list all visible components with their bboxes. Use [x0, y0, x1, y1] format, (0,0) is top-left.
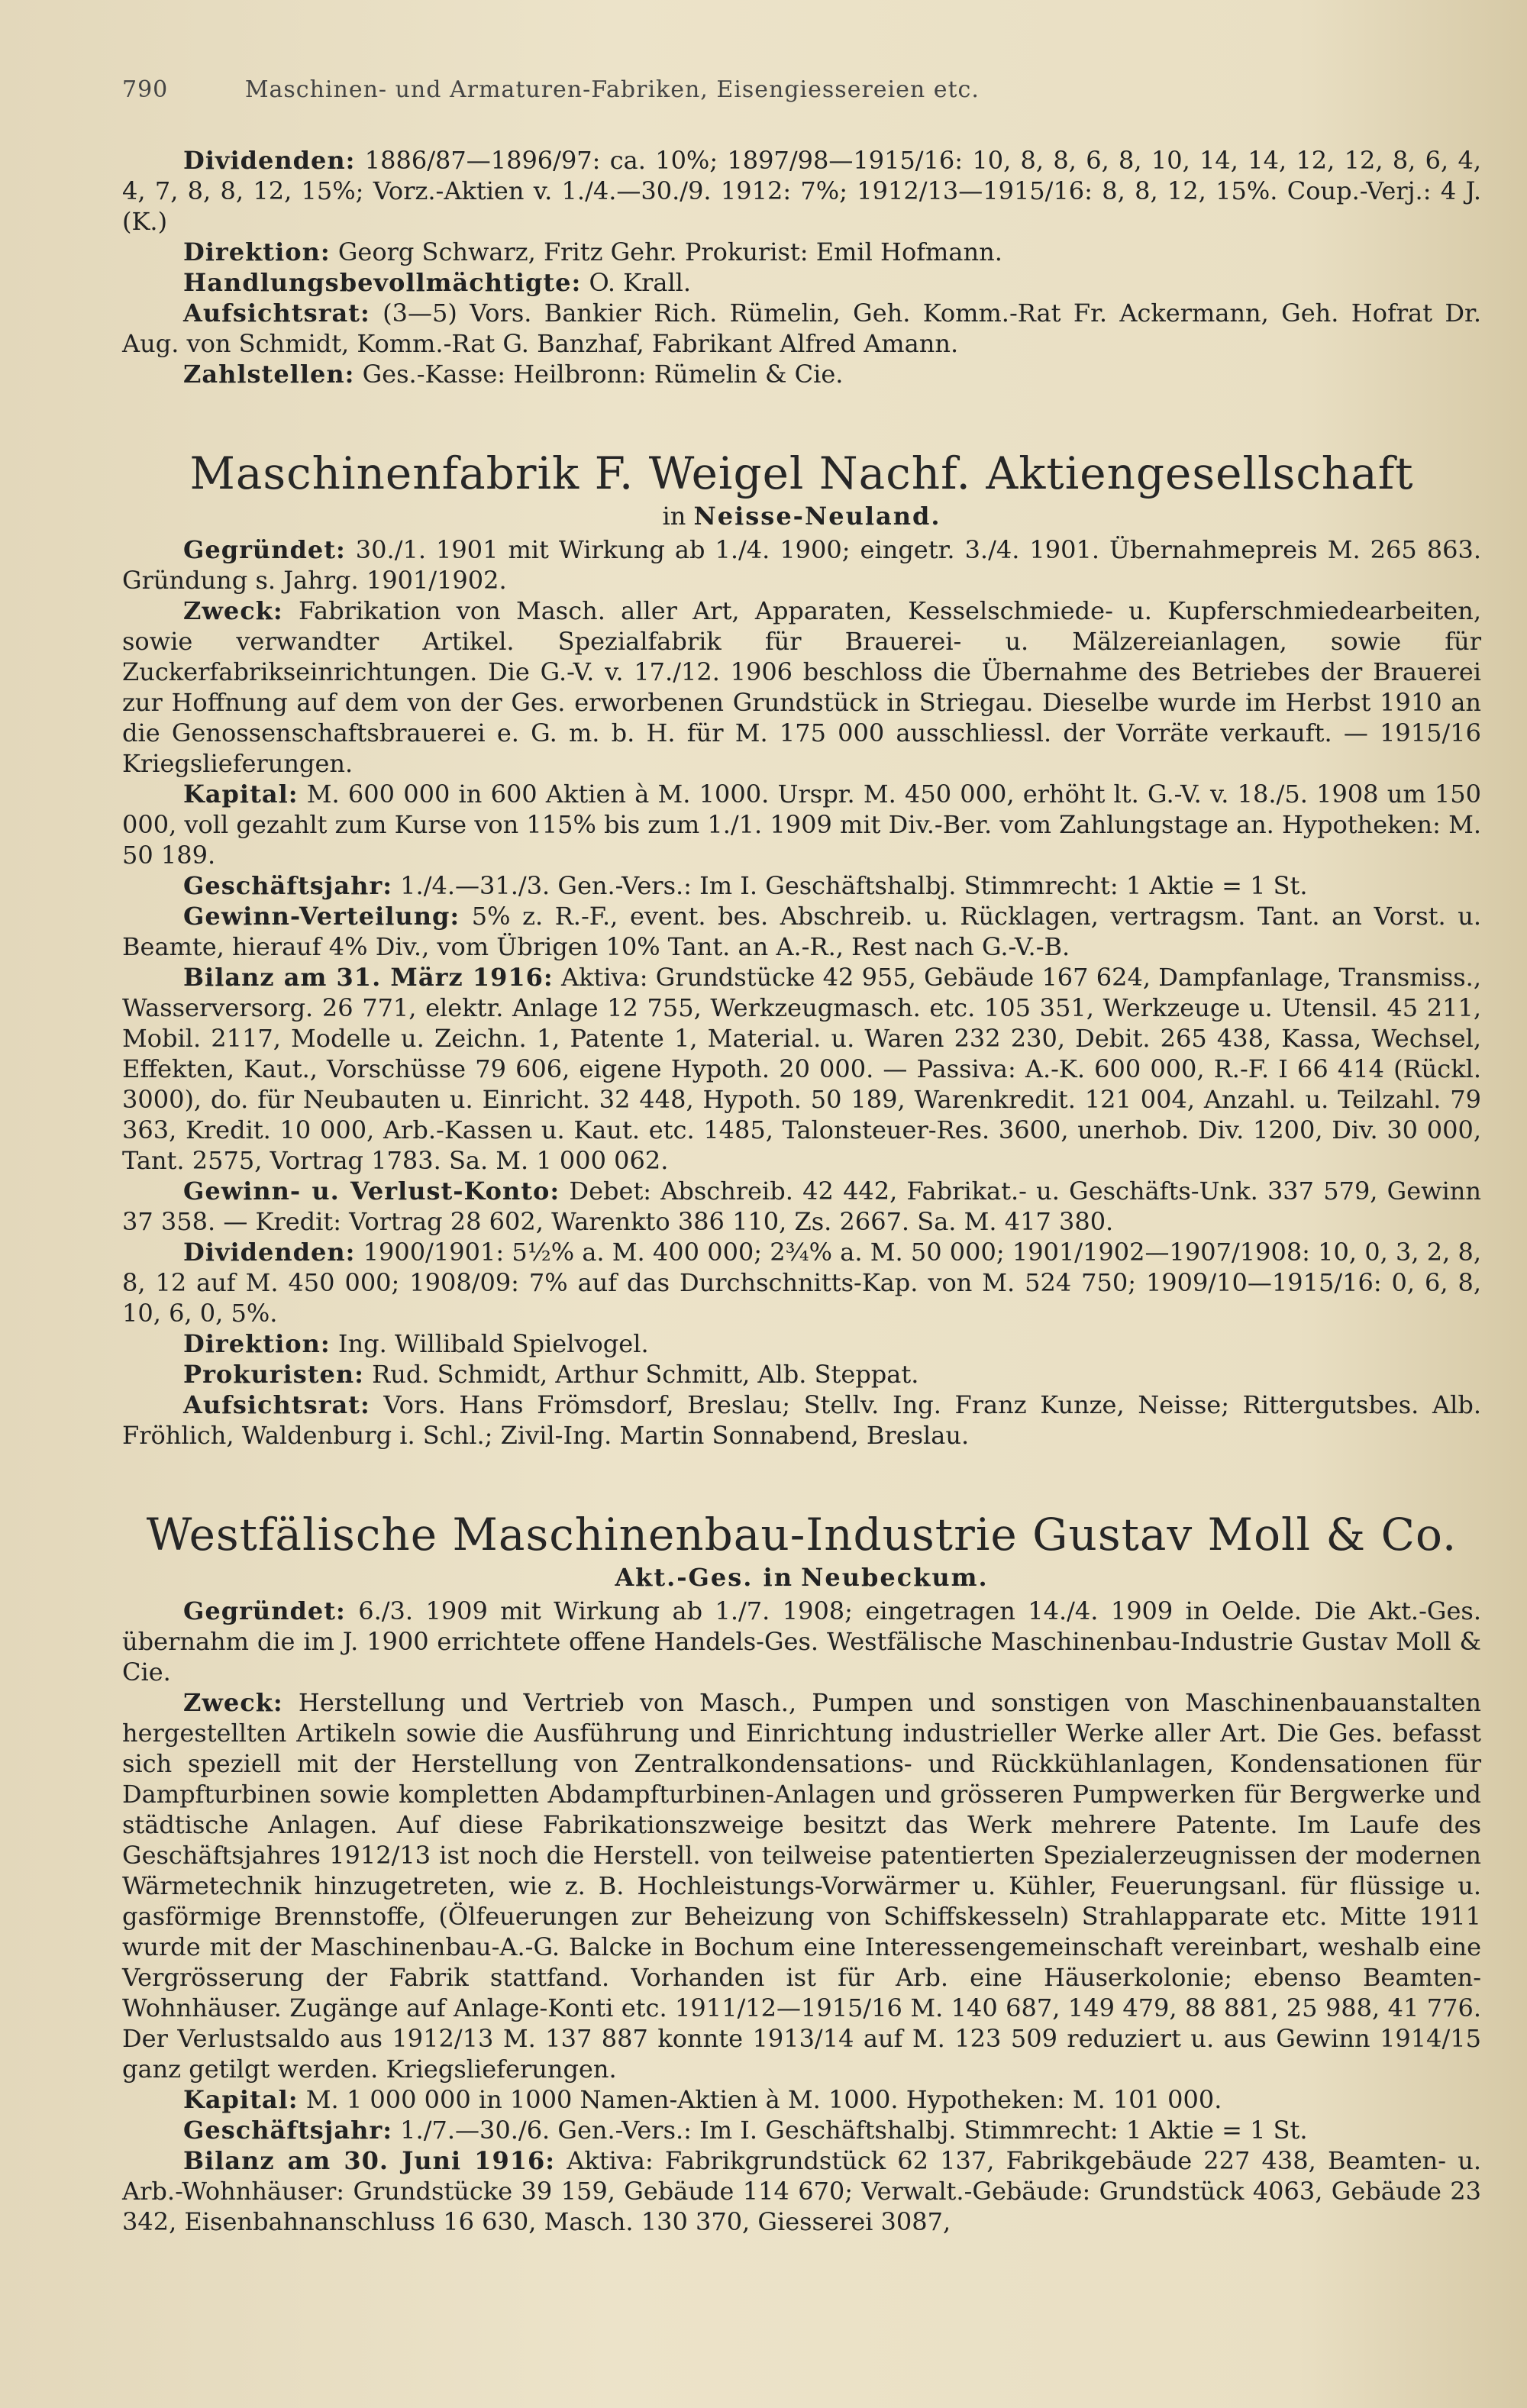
entry-field: Dividenden: 1900/1901: 5½% a. M. 400 000; 2¾% a. M. 50 000; 1901/1902—1907/1908: 10, 0, 3, 2, 8, 8, 12 auf M. 450 000; 1908/09: 7% auf das Durchschnitts-Kap. von M. 524 750; 1909/10—1915/16: 0, 6, 8, 10, 6, 0, 5%.	[122, 1238, 1482, 1328]
entry-field: Gegründet: 30./1. 1901 mit Wirkung ab 1./4. 1900; eingetr. 3./4. 1901. Übernahmepreis M. 265 863. Gründung s. Jahrg. 1901/1902.	[122, 535, 1482, 595]
company-entry	[122, 1507, 1481, 2237]
entry-field: Dividenden: 1886/87—1896/97: ca. 10%; 1897/98—1915/16: 10, 8, 8, 6, 8, 10, 14, 14, 12, 12, 8, 6, 4, 4, 7, 8, 8, 12, 15%; Vorz.-Aktien v. 1./4.—30./9. 1912: 7%; 1912/13—1915/16: 8, 8, 12, 15%. Coup.-Verj.: 4 J. (K.)	[122, 146, 1482, 236]
company-location: Akt.-Ges. in Neubeckum.	[615, 1563, 989, 1592]
entry-field: Gewinn-Verteilung: 5% z. R.-F., event. bes. Abschreib. u. Rücklagen, vertragsm. Tant. an Vorst. u. Beamte, hierauf 4% Div., vom Übrigen 10% Tant. an A.-R., Rest nach G.-V.-B.	[122, 902, 1482, 961]
entry-field: Direktion: Georg Schwarz, Fritz Gehr. Prokurist: Emil Hofmann.	[183, 237, 1002, 266]
company-entry	[122, 446, 1481, 1451]
entry-field: Zweck: Herstellung und Vertrieb von Masch., Pumpen und sonstigen von Maschinenbauanstalten hergestellten Artikeln sowie die Ausführung und Einrichtung industrieller Werke aller Art. Die Ges. befasst sich speziell mit der Herstellung von Zentralkondensations- und Rückkühlanlagen, Kondensationen für Dampfturbinen sowie kompletten Abdampfturbinen-Anlagen und grösseren Pumpwerken für Bergwerke und städtische Anlagen. Auf diese Fabrikationszweige besitzt das Werk mehrere Patente. Im Laufe des Geschäftsjahres 1912/13 ist noch die Herstell. von teilweise patentierten Spezialerzeugnissen der modernen Wärmetechnik hinzugetreten, wie z. B. Hochleistungs-Vorwärmer u. Kühler, Feuerungsanl. für flüssige u. gasförmige Brennstoffe, (Ölfeuerungen zur Beheizung von Schiffskesseln) Strahlapparate etc. Mitte 1911 wurde mit der Maschinenbau-A.-G. Balcke in Bochum eine Interessengemeinschaft vereinbart, weshalb eine Vergrösserung der Fabrik stattfand. Vorhanden ist für Arb. eine Häuserkolonie; ebenso Beamten-Wohnhäuser. Zugänge auf Anlage-Konti etc. 1911/12—1915/16 M. 140 687, 149 479, 88 881, 25 988, 41 776. Der Verlustsaldo aus 1912/13 M. 137 887 konnte 1913/14 auf M. 123 509 reduziert u. aus Gewinn 1914/15 ganz getilgt werden. Kriegslieferungen.	[122, 1688, 1482, 2084]
entry-field: Handlungsbevollmächtigte: O. Krall.	[183, 268, 692, 297]
entry-field: Bilanz am 31. März 1916: Aktiva: Grundstücke 42 955, Gebäude 167 624, Dampfanlage, Transmiss., Wasserversorg. 26 771, elektr. Anlage 12 755, Werkzeugmasch. etc. 105 351, Werkzeuge u. Utensil. 45 211, Mobil. 2117, Modelle u. Zeichn. 1, Patente 1, Material. u. Waren 232 230, Debit. 265 438, Kassa, Wechsel, Effekten, Kaut., Vorschüsse 79 606, eigene Hypoth. 20 000. — Passiva: A.-K. 600 000, R.-F. I 66 414 (Rückl. 3000), do. für Neubauten u. Einricht. 32 448, Hypoth. 50 189, Warenkredit. 121 004, Anzahl. u. Teilzahl. 79 363, Kredit. 10 000, Arb.-Kassen u. Kaut. etc. 1485, Talonsteuer-Res. 3600, unerhob. Div. 1200, Div. 30 000, Tant. 2575, Vortrag 1783. Sa. M. 1 000 062.	[122, 963, 1482, 1175]
entry-field: Gewinn- u. Verlust-Konto: Debet: Abschreib. 42 442, Fabrikat.- u. Geschäfts-Unk. 337 579, Gewinn 37 358. — Kredit: Vortrag 28 602, Warenkto 386 110, Zs. 2667. Sa. M. 417 380.	[122, 1177, 1482, 1236]
page-number: 790	[122, 76, 169, 103]
company-entry-continued	[122, 145, 1481, 389]
entry-field: Geschäftsjahr: 1./7.—30./6. Gen.-Vers.: Im I. Geschäftshalbj. Stimmrecht: 1 Aktie = 1 St.	[183, 2116, 1308, 2145]
entry-field: Direktion: Ing. Willibald Spielvogel.	[183, 1329, 649, 1358]
running-header	[122, 76, 1481, 103]
entry-field: Gegründet: 6./3. 1909 mit Wirkung ab 1./7. 1908; eingetragen 14./4. 1909 in Oelde. Die Akt.-Ges. übernahm die im J. 1900 errichtete offene Handels-Ges. Westfälische Maschinenbau-Industrie Gustav Moll & Cie.	[122, 1596, 1482, 1687]
company-title: Westfälische Maschinenbau-Industrie Gustav Moll & Co.	[146, 1509, 1458, 1561]
page-body	[122, 145, 1481, 2237]
entry-field: Zahlstellen: Ges.-Kasse: Heilbronn: Rümelin & Cie.	[183, 360, 844, 389]
entry-field: Kapital: M. 1 000 000 in 1000 Namen-Aktien à M. 1000. Hypotheken: M. 101 000.	[183, 2085, 1222, 2114]
entry-field: Prokuristen: Rud. Schmidt, Arthur Schmitt, Alb. Steppat.	[183, 1360, 919, 1389]
entry-field: Aufsichtsrat: (3—5) Vors. Bankier Rich. Rümelin, Geh. Komm.-Rat Fr. Ackermann, Geh. Hofrat Dr. Aug. von Schmidt, Komm.-Rat G. Banzhaf, Fabrikant Alfred Amann.	[122, 299, 1482, 358]
entry-field: Zweck: Fabrikation von Masch. aller Art, Apparaten, Kesselschmiede- u. Kupferschmiedearbeiten, sowie verwandter Artikel. Spezialfabrik für Brauerei- u. Mälzereianlagen, sowie für Zuckerfabrikseinrichtungen. Die G.-V. v. 17./12. 1906 beschloss die Übernahme des Betriebes der Brauerei zur Hoffnung auf dem von der Ges. erworbenen Grundstück in Striegau. Dieselbe wurde im Herbst 1910 an die Genossenschaftsbrauerei e. G. m. b. H. für M. 175 000 ausschliessl. der Vorräte verkauft. — 1915/16 Kriegslieferungen.	[122, 596, 1482, 778]
running-title: Maschinen- und Armaturen-Fabriken, Eisengiessereien etc.	[244, 76, 980, 103]
entry-field: Aufsichtsrat: Vors. Hans Frömsdorf, Breslau; Stellv. Ing. Franz Kunze, Neisse; Rittergutsbes. Alb. Fröhlich, Waldenburg i. Schl.; Zivil-Ing. Martin Sonnabend, Breslau.	[122, 1390, 1482, 1450]
entry-field: Geschäftsjahr: 1./4.—31./3. Gen.-Vers.: Im I. Geschäftshalbj. Stimmrecht: 1 Aktie = 1 St.	[183, 871, 1308, 900]
company-title: Maschinenfabrik F. Weigel Nachf. Aktiengesellschaft	[189, 447, 1414, 499]
entry-field: Kapital: M. 600 000 in 600 Aktien à M. 1000. Urspr. M. 450 000, erhöht lt. G.-V. v. 18./5. 1908 um 150 000, voll gezahlt zum Kurse von 115% bis zum 1./1. 1909 mit Div.-Ber. vom Zahlungstage an. Hypotheken: M. 50 189.	[122, 780, 1482, 870]
company-location: in Neisse-Neuland.	[662, 502, 941, 531]
entry-field: Bilanz am 30. Juni 1916: Aktiva: Fabrikgrundstück 62 137, Fabrikgebäude 227 438, Beamten- u. Arb.-Wohnhäuser: Grundstücke 39 159, Gebäude 114 670; Verwalt.-Gebäude: Grundstück 4063, Gebäude 23 342, Eisenbahnanschluss 16 630, Masch. 130 370, Giesserei 3087,	[122, 2146, 1482, 2236]
